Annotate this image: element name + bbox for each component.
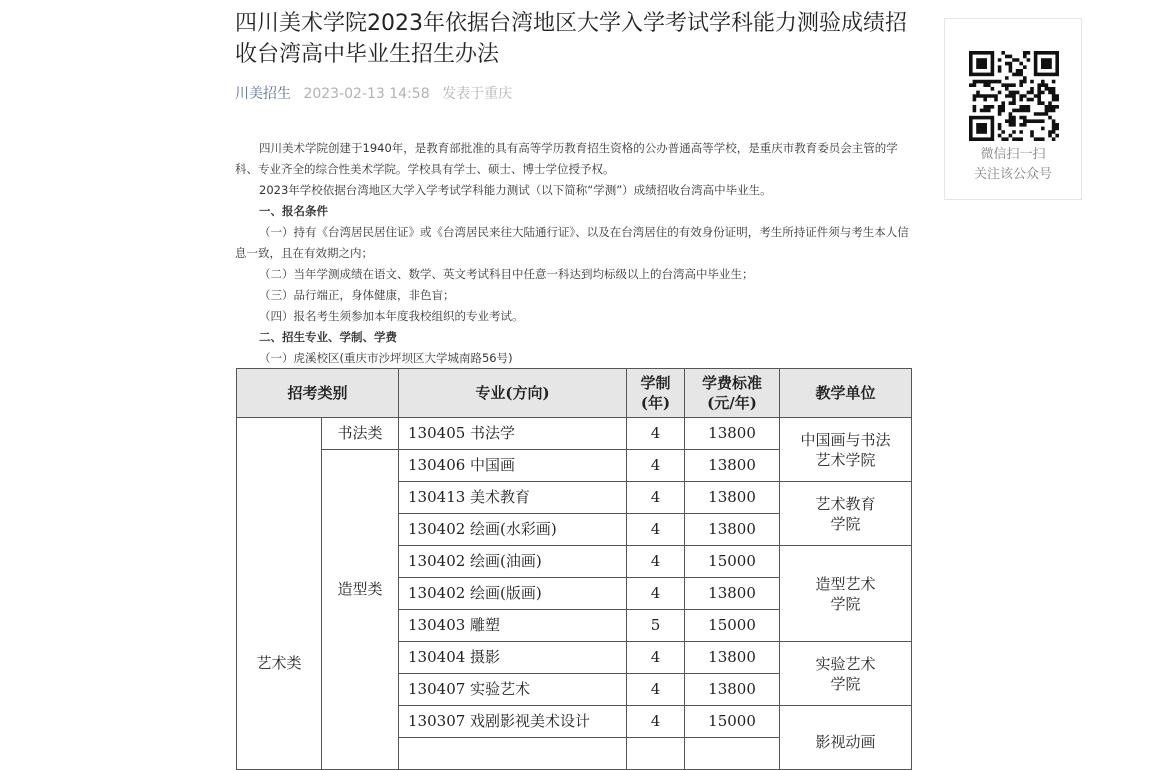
major-cell: 130405 书法学 [399, 418, 627, 450]
header-major: 专业(方向) [399, 369, 627, 418]
major-cell: 130404 摄影 [399, 642, 627, 674]
unit-cell [780, 642, 912, 706]
unit-line: 学院 [830, 674, 861, 693]
admission-table [236, 368, 912, 770]
fee-cell: 13800 [685, 674, 780, 706]
condition-2: （二）当年学测成绩在语文、数学、英文考试科目中任意一科达到均标级以上的台湾高中毕业生； [259, 267, 754, 281]
years-cell: 4 [627, 546, 685, 578]
header-unit: 教学单位 [780, 369, 912, 418]
article-body [235, 138, 913, 369]
major-cell [399, 738, 627, 770]
table-row [237, 418, 912, 450]
condition-3: （三）品行端正，身体健康，非色盲； [259, 288, 455, 302]
unit-cell [780, 418, 912, 482]
unit-line: 学院 [830, 514, 861, 533]
sub-category-cell: 书法类 [322, 418, 399, 450]
qr-code-icon [969, 41, 1059, 151]
header-fee [685, 369, 780, 418]
years-cell: 4 [627, 418, 685, 450]
years-cell: 4 [627, 674, 685, 706]
qr-tip [945, 145, 1081, 185]
fee-cell: 13800 [685, 514, 780, 546]
years-cell: 4 [627, 642, 685, 674]
major-cell: 130403 雕塑 [399, 610, 627, 642]
major-cell: 130402 绘画(油画) [399, 546, 627, 578]
qr-finder [976, 123, 987, 134]
unit-cell [780, 482, 912, 546]
header-fee-line2: (元/年) [707, 394, 757, 412]
fee-cell: 13800 [685, 642, 780, 674]
article-meta [235, 84, 520, 104]
header-years-line2: (年) [640, 394, 671, 412]
header-fee-line1: 学费标准 [702, 374, 763, 392]
unit-line: 学院 [830, 594, 861, 613]
condition-1: （一）持有《台湾居民居住证》或《台湾居民来往大陆通行证》、以及在台湾居住的有效身份证明，考生所持证件须与考生本人信息一致，且在有效期之内； [235, 225, 909, 260]
fee-cell: 15000 [685, 610, 780, 642]
header-years [627, 369, 685, 418]
qr-finder [1041, 58, 1052, 69]
condition-4: （四）报名考生须参加本年度我校组织的专业考试。 [259, 309, 524, 323]
fee-cell: 13800 [685, 482, 780, 514]
fee-cell: 13800 [685, 418, 780, 450]
years-cell [627, 738, 685, 770]
years-cell: 5 [627, 610, 685, 642]
sub-category-cell: 造型类 [322, 450, 399, 770]
publish-date: 2023-02-13 14:58 [303, 86, 430, 102]
unit-line: 造型艺术 [815, 574, 876, 593]
unit-cell [780, 546, 912, 642]
fee-cell: 15000 [685, 546, 780, 578]
intro-paragraph-2: 2023年学校依据台湾地区大学入学考试学科能力测试（以下简称“学测”）成绩招收台湾高中毕业生。 [259, 183, 772, 197]
fee-cell: 13800 [685, 450, 780, 482]
major-cell: 130307 戏剧影视美术设计 [399, 706, 627, 738]
major-cell: 130413 美术教育 [399, 482, 627, 514]
unit-cell [780, 706, 912, 770]
fee-cell: 15000 [685, 706, 780, 738]
major-cell: 130406 中国画 [399, 450, 627, 482]
major-cell: 130402 绘画(水彩画) [399, 514, 627, 546]
years-cell: 4 [627, 514, 685, 546]
publish-location: 发表于重庆 [442, 86, 513, 102]
fee-cell [685, 738, 780, 770]
unit-line: 中国画与书法 [800, 430, 891, 449]
major-cell: 130402 绘画(版画) [399, 578, 627, 610]
qr-finder [976, 58, 987, 69]
qr-card [944, 18, 1082, 200]
intro-paragraph: 四川美术学院创建于1940年，是教育部批准的具有高等学历教育招生资格的公办普通高等学校，是重庆市教育委员会主管的学科、专业齐全的综合性美术学院。学校具有学士、硕士、博士学位授予权。 [235, 141, 898, 176]
years-cell: 4 [627, 450, 685, 482]
section-heading-1: 一、报名条件 [259, 204, 328, 218]
unit-line: 艺术学院 [815, 450, 876, 469]
major-cell: 130407 实验艺术 [399, 674, 627, 706]
fee-cell: 13800 [685, 578, 780, 610]
unit-line: 艺术教育 [815, 494, 876, 513]
table-header-row [237, 369, 912, 418]
main-category-cell: 艺术类 [237, 418, 322, 770]
qr-tip-line1: 微信扫一扫 [980, 147, 1046, 162]
unit-line: 影视动画 [815, 733, 876, 751]
years-cell: 4 [627, 578, 685, 610]
header-years-line1: 学制 [640, 374, 671, 392]
article-title: 四川美术学院2023年依据台湾地区大学入学考试学科能力测验成绩招收台湾高中毕业生招生办法 [235, 11, 907, 67]
section-heading-2: 二、招生专业、学制、学费 [259, 330, 397, 344]
campus-heading: （一）虎溪校区(重庆市沙坪坝区大学城南路56号) [259, 351, 513, 365]
years-cell: 4 [627, 706, 685, 738]
header-category: 招考类别 [237, 369, 399, 418]
author-link[interactable]: 川美招生 [235, 86, 291, 102]
years-cell: 4 [627, 482, 685, 514]
qr-tip-line2: 关注该公众号 [973, 167, 1052, 182]
unit-line: 实验艺术 [815, 654, 876, 673]
